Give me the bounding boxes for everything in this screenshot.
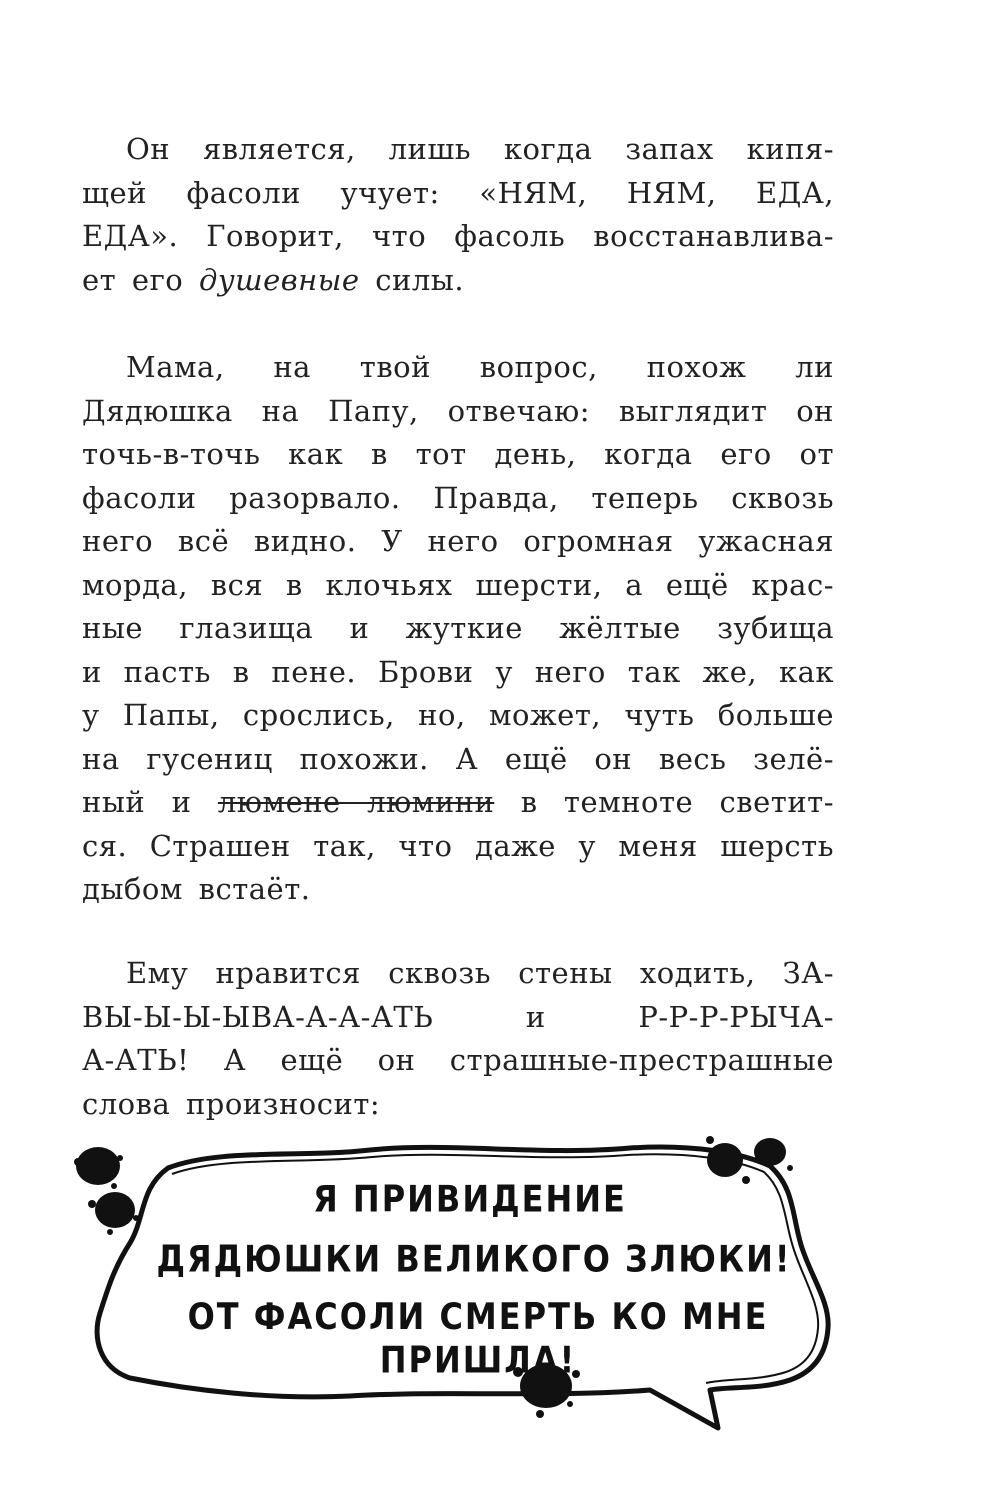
text-fragment: силы. xyxy=(359,262,465,297)
text-line: щей фасоли учует: «НЯМ, НЯМ, ЕДА, xyxy=(82,175,834,210)
text-line: ВЫ-Ы-Ы-ЫВА-А-А-АТЬ и Р-Р-Р-РЫЧА- xyxy=(82,999,834,1034)
text-line xyxy=(82,346,834,390)
text-line: у Папы, срослись, но, может, чуть больше xyxy=(82,698,834,732)
text-line-content: Он является, лишь когда запах кипя- xyxy=(126,132,834,166)
text-fragment: ный и xyxy=(82,785,218,819)
paragraph-1 xyxy=(82,128,834,302)
bubble-line-3: ОТ ФАСОЛИ СМЕРТЬ КО МНЕ ПРИШЛА! xyxy=(187,1294,769,1382)
text-line xyxy=(82,128,834,172)
text-line: на гусениц похожи. А ещё он весь зелё- xyxy=(82,741,834,776)
struck-through-words: люмене люмини xyxy=(217,785,495,819)
speech-bubble xyxy=(70,1128,850,1438)
text-line-content: Мама, на твой вопрос, похож ли xyxy=(126,350,834,384)
paragraph-3 xyxy=(82,952,834,1126)
text-line: морда, вся в клочьях шерсти, а ещё крас- xyxy=(82,567,834,602)
speech-bubble-outline xyxy=(70,1128,850,1438)
text-line xyxy=(82,952,834,996)
paragraph-2 xyxy=(82,346,834,912)
text-line: ЕДА». Говорит, что фасоль восстанавлива- xyxy=(82,219,834,253)
text-line xyxy=(82,781,834,825)
bubble-line-2: ДЯДЮШКИ ВЕЛИКОГО ЗЛЮКИ! xyxy=(156,1237,792,1281)
text-line: Дядюшка на Папу, отвечаю: выглядит он xyxy=(82,393,834,428)
text-line: А-АТЬ! А ещё он страшные-престрашные xyxy=(82,1043,834,1077)
text-line: ные глазища и жуткие жёлтые зубища xyxy=(82,611,834,645)
text-line: слова произносит: xyxy=(82,1086,381,1121)
text-line: него всё видно. У него огромная ужасная xyxy=(82,524,834,558)
bubble-line-1: Я ПРИВИДЕНИЕ xyxy=(313,1177,627,1221)
text-line: точь-в-точь как в тот день, когда его от xyxy=(82,437,834,471)
text-line: и пасть в пене. Брови у него так же, как xyxy=(82,654,834,689)
text-line xyxy=(82,259,834,303)
text-line: дыбом встаёт. xyxy=(82,872,311,906)
text-fragment: в темноте светит- xyxy=(494,785,835,819)
text-line-content: Ему нравится сквозь стены ходить, ЗА- xyxy=(126,956,834,990)
text-fragment: ет его xyxy=(82,262,199,297)
text-line: ся. Страшен так, что даже у меня шерсть xyxy=(82,828,834,863)
italic-word: душевные xyxy=(198,262,360,297)
text-line: фасоли разорвало. Правда, теперь сквозь xyxy=(82,480,834,515)
